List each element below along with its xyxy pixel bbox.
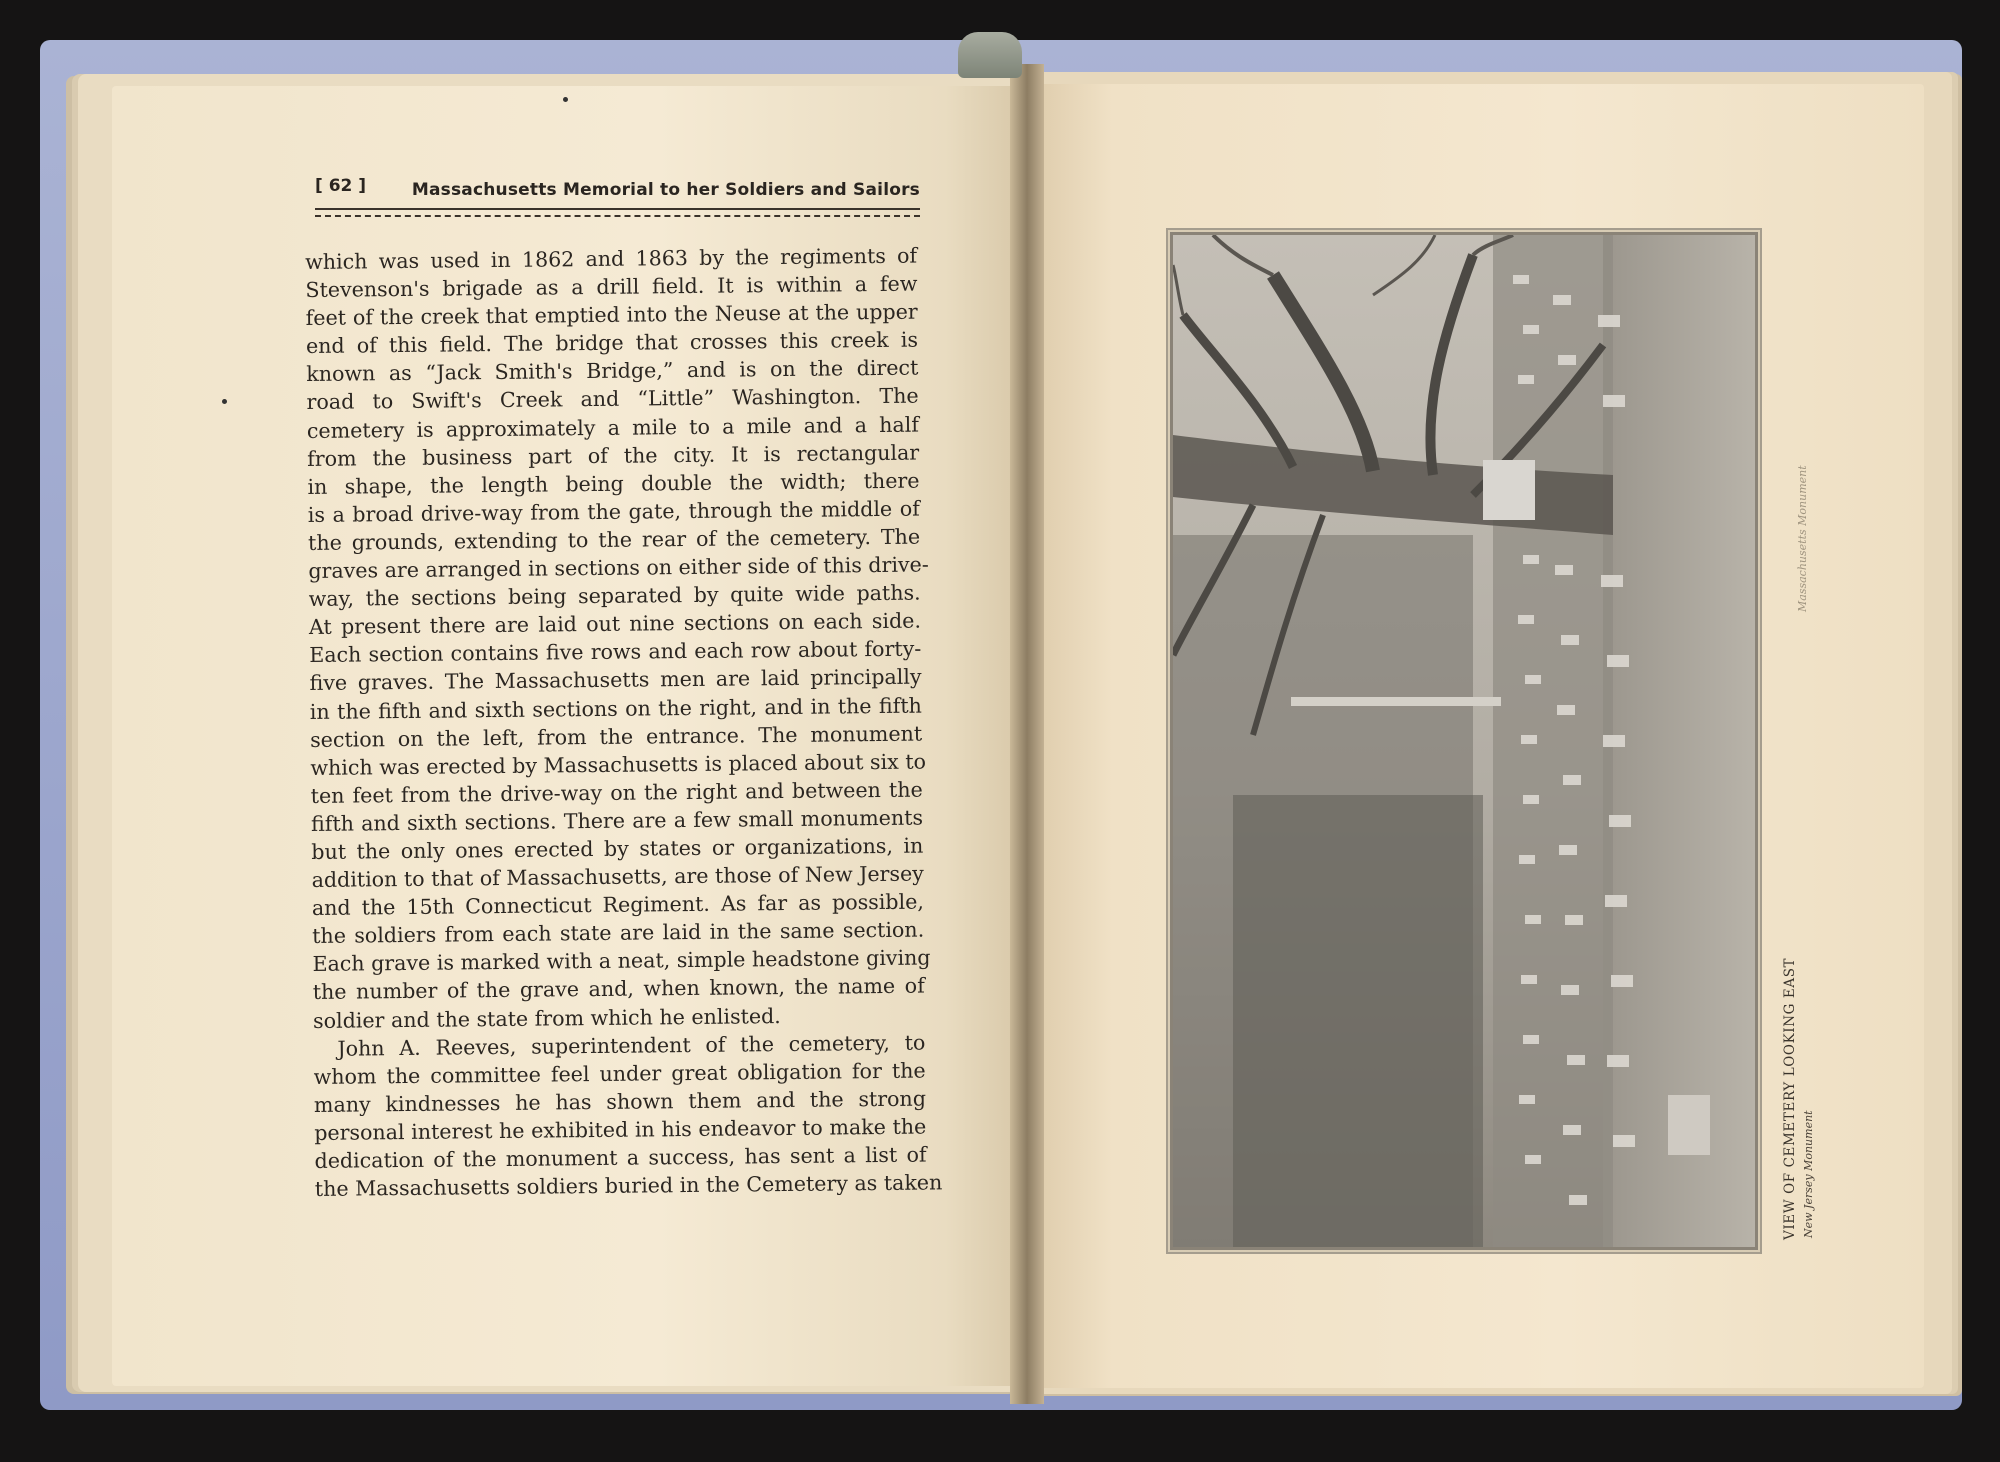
text-line: feet of the creek that emptied into the Neuse at the upper xyxy=(305,299,918,331)
paper-speck xyxy=(222,399,227,404)
text-line: the Massachusetts soldiers buried in the Cemetery as taken xyxy=(314,1170,943,1202)
text-line: graves are arranged in sections on either side of this drive- xyxy=(308,552,929,584)
spine-headband xyxy=(958,32,1022,78)
text-line: many kindnesses he has shown them and the strong xyxy=(313,1086,927,1117)
running-head xyxy=(315,172,920,206)
text-line: ten feet from the drive-way on the right and between the xyxy=(310,777,923,808)
photo-illustration xyxy=(1173,235,1755,1247)
page-number: [ 62 ] xyxy=(315,176,366,196)
text-line: the number of the grave and, when known, the name of xyxy=(312,973,925,1005)
running-title: Massachusetts Memorial to her Soldiers and Sailors xyxy=(411,180,920,200)
text-line: the grounds, extending to the rear of the cemetery. The xyxy=(307,524,921,555)
body-text xyxy=(305,242,943,1204)
text-line: John A. Reeves, superintendent of the cemetery, to xyxy=(337,1030,926,1061)
text-line: personal interest he exhibited in his endeavor to make the xyxy=(314,1114,927,1145)
text-line: which was used in 1862 and 1863 by the regiments of xyxy=(305,243,918,274)
text-line: road to Swift's Creek and “Little” Washington. The xyxy=(306,384,919,415)
text-line: Each section contains five rows and each row about forty- xyxy=(309,636,922,668)
cemetery-photograph xyxy=(1170,232,1758,1250)
text-line: five graves. The Massachusetts men are laid principally xyxy=(309,664,922,696)
text-line: addition to that of Massachusetts, are those of New Jersey xyxy=(311,861,924,893)
text-line: fifth and sixth sections. There are a few small monuments xyxy=(310,805,924,836)
text-line: in the fifth and sixth sections on the right, and in the fifth xyxy=(309,693,922,724)
plate-caption: VIEW OF CEMETERY LOOKING EAST xyxy=(1782,957,1798,1240)
text-line: which was erected by Massachusetts is placed about six to xyxy=(310,749,927,780)
text-line: way, the sections being separated by quite wide paths. xyxy=(308,580,921,612)
text-line: At present there are laid out nine sections on each side. xyxy=(308,608,922,640)
text-line: Each grave is marked with a neat, simple headstone giving xyxy=(312,945,931,977)
text-line: the soldiers from each state are laid in the same section. xyxy=(312,917,925,949)
text-line: from the business part of the city. It is rectangular xyxy=(307,440,920,471)
text-line: and the 15th Connecticut Regiment. As far as possible, xyxy=(311,889,925,921)
text-line: Stevenson's brigade as a drill field. It is within a few xyxy=(305,271,918,303)
text-line: is a broad drive-way from the gate, through the middle of xyxy=(307,496,920,527)
text-line: known as “Jack Smith's Bridge,” and is on the direct xyxy=(306,355,919,387)
text-line: section on the left, from the entrance. The monument xyxy=(310,721,923,752)
header-rule xyxy=(315,208,920,217)
text-line: cemetery is approximately a mile to a mile and a half xyxy=(306,412,920,443)
text-line: whom the committee feel under great obligation for the xyxy=(313,1058,926,1089)
text-line: but the only ones erected by states or organizations, in xyxy=(311,833,924,864)
paper-speck xyxy=(563,97,568,102)
text-line: soldier and the state from which he enlisted. xyxy=(312,1003,781,1033)
text-line: dedication of the monument a success, has sent a list of xyxy=(314,1142,927,1173)
text-line: end of this field. The bridge that crosses this creek is xyxy=(305,327,919,359)
book-gutter xyxy=(1010,64,1044,1404)
plate-label-new-jersey: New Jersey Monument xyxy=(1802,1110,1815,1238)
plate-label-massachusetts: Massachusetts Monument xyxy=(1796,465,1809,612)
text-line: in shape, the length being double the width; there xyxy=(307,468,920,499)
